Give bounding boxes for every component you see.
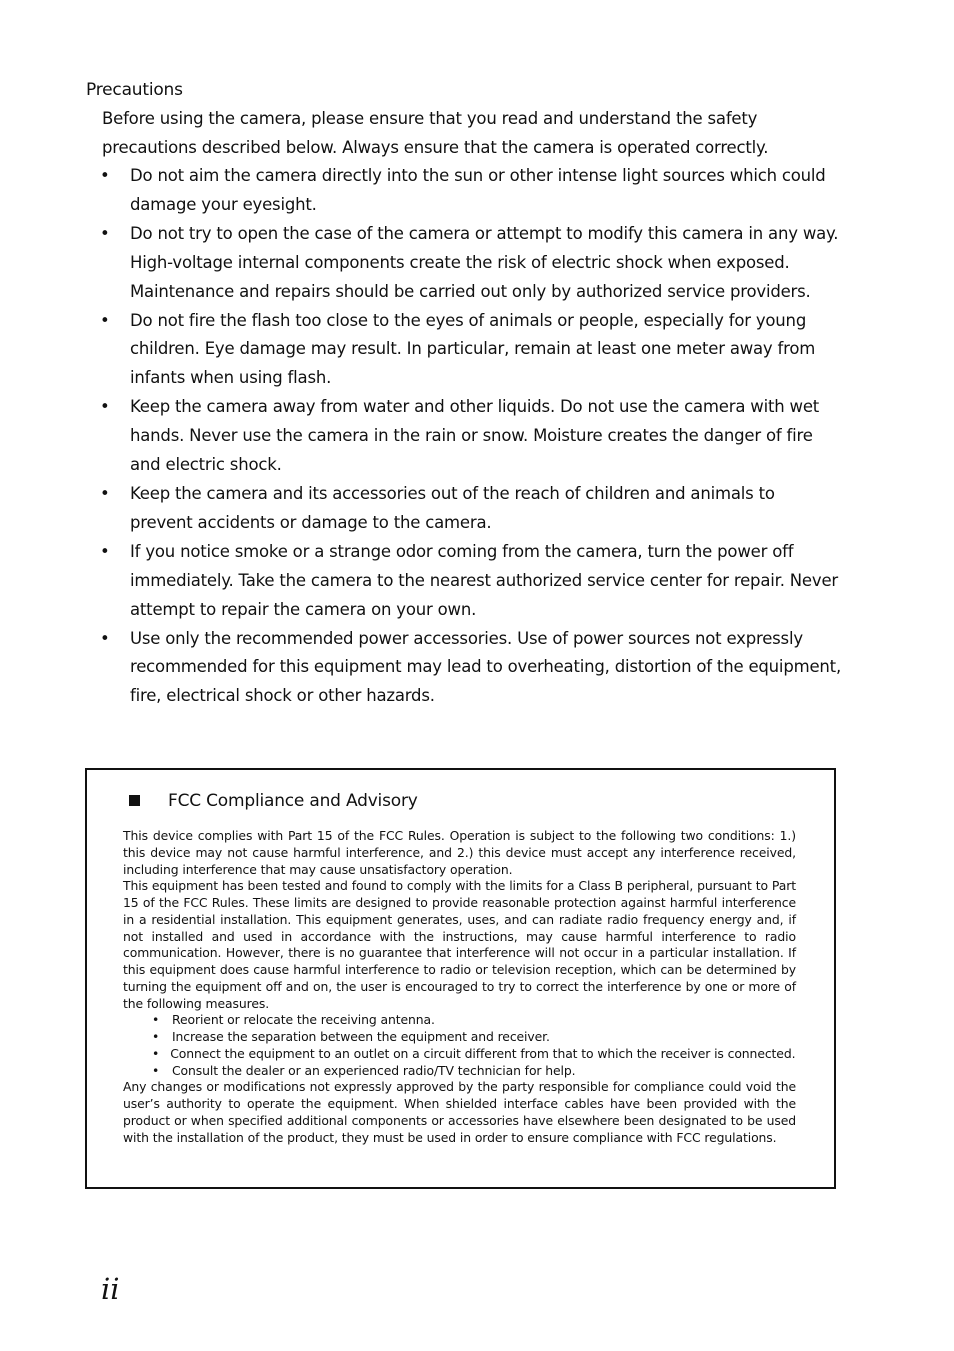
bullet-icon: • [100,483,110,503]
precautions-heading: Precautions [86,80,183,100]
fcc-paragraph-2: This equipment has been tested and found to comply with the limits for a Class B peripheral, pursuant to Part 15 of the FCC Rules. These limits are designed to provide reasonable protection against harmful interference in a residential installation. This equipment generates, uses, and can radiate radio frequency energy and, if not installed and used in accordance with the instructions, may cause harmful interference to radio communication. However, there is no guarantee that interference will not occur in a particular installation. If this equipment does cause harmful interference to radio or television reception, which can be determined by turning the equipment off and on, the user is encouraged to try to correct the interference by one or more of the following measures. [123,878,796,1011]
fcc-measure-item [123,1012,825,1029]
page-number: ii [101,1272,120,1306]
bullet-icon: • [152,1029,160,1044]
bullet-icon: • [100,166,110,185]
list-item-text: Keep the camera and its accessories out of the reach of children and animals to prevent accidents or damage to the camera. [130,483,775,532]
list-item [100,625,842,712]
fcc-measure-text: Consult the dealer or an experienced radio/TV technician for help. [172,1062,576,1078]
list-item [100,220,842,307]
fcc-compliance-box [85,768,836,1189]
fcc-paragraph-1: This device complies with Part 15 of the FCC Rules. Operation is subject to the following two conditions: 1.) this device may not cause harmful interference, and 2.) this device must accept any interference received, including interference that may cause unsatisfactory operation. [123,828,796,877]
bullet-icon: • [152,1045,160,1061]
fcc-measure-text: Reorient or relocate the receiving antenna. [172,1012,435,1028]
fcc-measure-text: Connect the equipment to an outlet on a circuit different from that to which the receiver is connected. [170,1045,796,1061]
list-item-text: Do not fire the flash too close to the eyes of animals or people, especially for young children. Eye damage may result. In particular, remain at least one meter away from infants when using flash. [130,310,816,388]
list-item [100,162,842,220]
bullet-icon: • [100,628,110,648]
bullet-icon: • [152,1012,160,1028]
list-item-text: Use only the recommended power accessories. Use of power sources not expressly recommended for this equipment may lead to overheating, distortion of the equipment, fire, electrical shock or other hazards. [130,628,841,706]
fcc-measure-item [123,1029,825,1046]
bullet-icon: • [100,223,110,243]
bullet-icon: • [100,397,110,417]
list-item [100,393,842,480]
list-item [100,480,842,538]
list-item-text: Do not try to open the case of the camera or attempt to modify this camera in any way. High-voltage internal components create the risk of electric shock when exposed. Maintenance and repairs should be carried out only by authorized service providers. [130,223,839,301]
list-item-text: Do not aim the camera directly into the sun or other intense light sources which could damage your eyesight. [130,166,826,214]
fcc-paragraph-3: Any changes or modifications not expressly approved by the party responsible for compliance could void the user’s authority to operate the equipment. When shielded interface cables have been provided with the product or when specified additional components or accessories have elsewhere been designated to be used with the installation of the product, they must be used in order to ensure compliance with FCC regulations. [123,1079,796,1145]
fcc-measure-text: Increase the separation between the equipment and receiver. [172,1029,550,1044]
precautions-list [100,162,842,711]
bullet-icon: • [100,310,110,330]
precautions-intro: Before using the camera, please ensure that you read and understand the safety precautions described below. Always ensure that the camera is operated correctly. [102,109,769,157]
black-square-icon [129,795,140,806]
fcc-title: FCC Compliance and Advisory [168,791,418,811]
fcc-measure-item-wide [123,1046,825,1063]
list-item-text: Keep the camera away from water and other liquids. Do not use the camera with wet hands. Never use the camera in the rain or snow. Moisture creates the danger of fire and electric shock. [130,397,820,475]
fcc-body [123,828,825,1146]
list-item [100,307,842,394]
list-item [100,538,842,625]
list-item-text: If you notice smoke or a strange odor coming from the camera, turn the power off immediately. Take the camera to the nearest authorized service center for repair. Never attempt to repair the camera on your own. [130,541,838,619]
bullet-icon: • [100,541,110,561]
bullet-icon: • [152,1062,160,1078]
fcc-measure-item [123,1063,825,1080]
